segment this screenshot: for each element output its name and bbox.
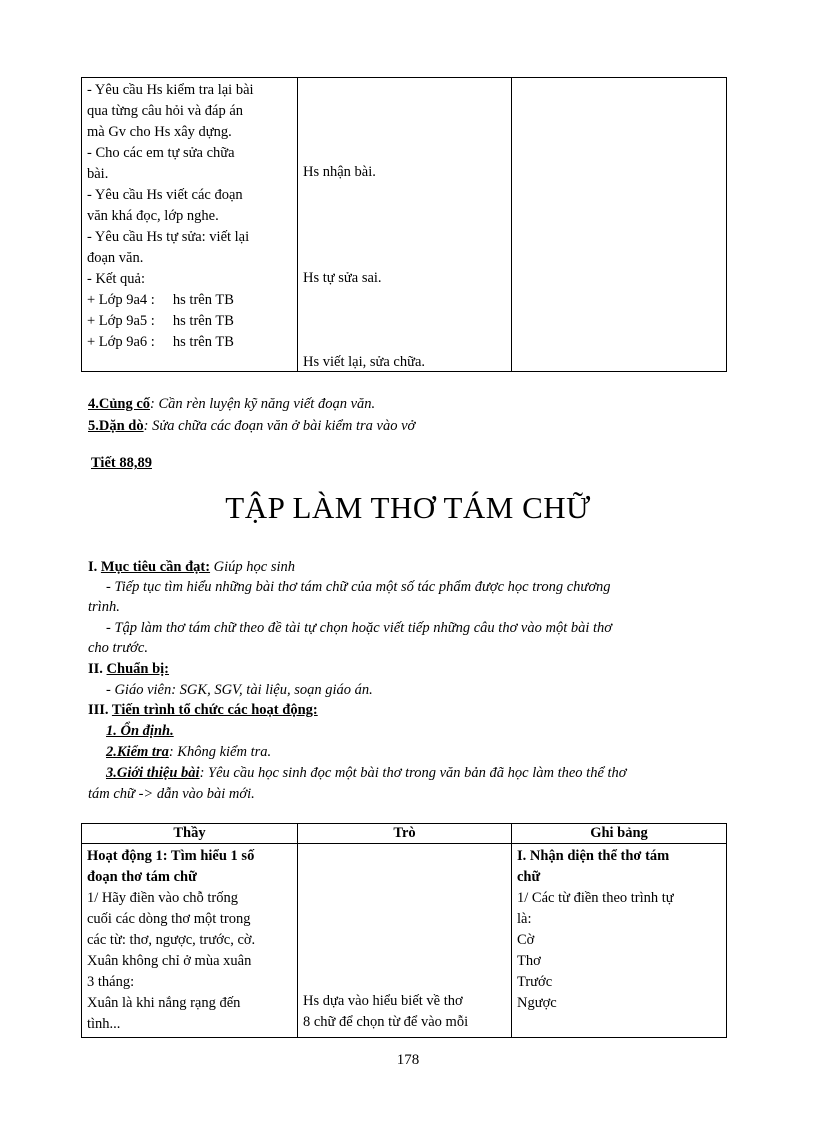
top-table-board-cell — [512, 78, 727, 372]
step-check — [106, 742, 271, 762]
text-line: Hs nhận bài. — [303, 164, 376, 180]
text-line: văn khá đọc, lớp nghe. — [87, 208, 219, 224]
text-line: bài. — [87, 166, 109, 182]
step-check-text: : Không kiểm tra. — [168, 744, 272, 760]
lesson-period: Tiết 88,89 — [91, 455, 152, 471]
text-line: đoạn thơ tám chữ — [87, 869, 197, 885]
text-line: + Lớp 9a5 : hs trên TB — [87, 313, 234, 329]
preparation-label: Chuẩn bị: — [106, 661, 170, 677]
section-number: I. — [88, 559, 101, 575]
text-line: Hs dựa vào hiểu biết về thơ — [303, 993, 463, 1009]
cungco-label: 4.Củng cố — [88, 396, 151, 412]
header-teacher: Thầy — [82, 824, 298, 844]
step-intro-cont: tám chữ -> dẫn vào bài mới. — [88, 786, 255, 802]
process-label: Tiến trình tổ chức các hoạt động: — [111, 702, 318, 718]
step-check-label: 2.Kiểm tra — [106, 744, 169, 760]
text-line: 1/ Hãy điền vào chỗ trống — [87, 890, 239, 906]
text-line: chữ — [517, 869, 541, 885]
step-stabilize: 1. Ổn định. — [106, 723, 174, 739]
top-lesson-table — [81, 77, 727, 372]
page-title: TẬP LÀM THƠ TÁM CHỮ — [225, 490, 591, 525]
text-line: là: — [517, 911, 532, 927]
activity-teacher-cell — [82, 844, 298, 1038]
text-line: 8 chữ để chọn từ để vào mỗi — [303, 1014, 469, 1030]
text-line: - Yêu cầu Hs tự sửa: viết lại — [87, 229, 250, 245]
text-line: - Cho các em tự sửa chữa — [87, 145, 235, 161]
objective-bullet-2-cont: cho trước. — [88, 640, 148, 656]
activity-table — [81, 823, 727, 1038]
text-line: Thơ — [517, 953, 541, 969]
cungco-line — [88, 394, 375, 414]
cungco-text: : Cần rèn luyện kỹ năng viết đoạn văn. — [150, 396, 376, 412]
preparation-text: - Giáo viên: SGK, SGV, tài liệu, soạn giáo án. — [106, 682, 373, 698]
top-table-student-cell — [298, 78, 512, 372]
step-intro — [106, 763, 627, 783]
dando-text: : Sửa chữa các đoạn văn ở bài kiểm tra vào vở — [143, 418, 416, 434]
text-line: đoạn văn. — [87, 250, 144, 266]
text-line: mà Gv cho Hs xây dựng. — [87, 124, 232, 140]
process-heading — [88, 700, 318, 720]
text-line: - Yêu cầu Hs viết các đoạn — [87, 187, 243, 203]
text-line: - Yêu cầu Hs kiểm tra lại bài — [87, 82, 254, 98]
text-line: Hoạt động 1: Tìm hiểu 1 số — [87, 848, 255, 864]
activity-student-cell — [298, 844, 512, 1038]
step-intro-label: 3.Giới thiệu bài — [106, 765, 200, 781]
page-number: 178 — [396, 1052, 420, 1068]
objective-bullet-1-cont: trình. — [88, 599, 120, 615]
text-line: + Lớp 9a4 : hs trên TB — [87, 292, 234, 308]
text-line: I. Nhận diện thể thơ tám — [517, 848, 670, 864]
preparation-heading — [88, 659, 169, 679]
text-line: qua từng câu hỏi và đáp án — [87, 103, 244, 119]
objectives-intro: Giúp học sinh — [210, 559, 296, 575]
text-line: Hs tự sửa sai. — [303, 270, 382, 286]
dando-line — [88, 416, 415, 436]
objective-bullet-2: - Tập làm thơ tám chữ theo đề tài tự chọn hoặc viết tiếp những câu thơ vào một bài thơ — [106, 620, 613, 636]
text-line: Hs viết lại, sửa chữa. — [303, 354, 426, 370]
dando-label: 5.Dặn dò — [88, 418, 144, 434]
text-line: Xuân không chỉ ở mùa xuân — [87, 953, 252, 969]
objectives-label: Mục tiêu cần đạt: — [100, 559, 211, 575]
objective-bullet-1: - Tiếp tục tìm hiểu những bài thơ tám chữ của một số tác phẩm được học trong chương — [106, 579, 611, 595]
header-board: Ghi bảng — [512, 824, 727, 844]
step-intro-text: : Yêu cầu học sinh đọc một bài thơ trong văn bản đã học làm theo thể thơ — [199, 765, 627, 781]
activity-board-cell — [512, 844, 727, 1038]
text-line: tình... — [87, 1016, 121, 1032]
text-line: Xuân là khi nắng rạng đến — [87, 995, 241, 1011]
text-line: - Kết quả: — [87, 271, 145, 287]
text-line: cuối các dòng thơ một trong — [87, 911, 251, 927]
text-line: 3 tháng: — [87, 974, 135, 990]
text-line: + Lớp 9a6 : hs trên TB — [87, 334, 234, 350]
text-line: Trước — [517, 974, 553, 990]
section-number: III. — [88, 702, 112, 718]
objectives-heading — [88, 557, 295, 577]
text-line: các từ: thơ, ngược, trước, cờ. — [87, 932, 256, 948]
header-student: Trò — [298, 824, 512, 844]
text-line: 1/ Các từ điền theo trình tự — [517, 890, 674, 906]
section-number: II. — [88, 661, 107, 677]
text-line: Cờ — [517, 932, 535, 948]
text-line: Ngược — [517, 995, 557, 1011]
top-table-teacher-cell — [82, 78, 298, 372]
